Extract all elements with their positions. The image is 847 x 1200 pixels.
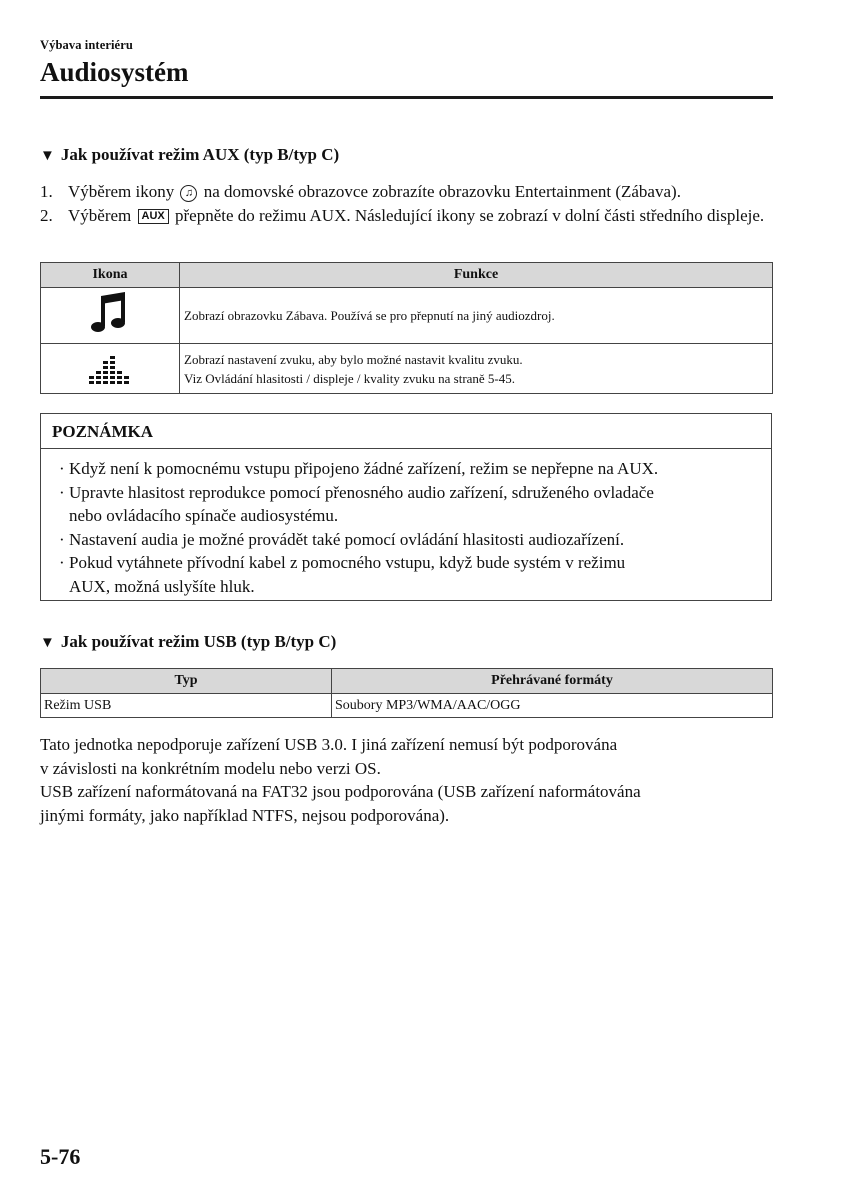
title-rule [40,96,773,99]
column-header: Ikona [41,263,180,288]
page-title: Audiosystém [40,57,189,87]
step-1: 1. Výběrem ikony ♫ na domovské obrazovce zobrazíte obrazovku Entertainment (Zábava). [40,182,681,201]
column-header: Typ [41,669,332,694]
bullet-dot-icon: · [59,553,65,572]
aux-steps [40,180,780,228]
table-row [41,694,773,718]
bullet-dot-icon: · [59,482,65,502]
page-header [40,38,773,88]
aux-icon-table [40,262,773,394]
column-header: Přehrávané formáty [332,669,773,694]
table-cell: Soubory MP3/WMA/AAC/OGG [332,694,773,718]
step-2: 2. Výběrem AUX přepněte do režimu AUX. Následující ikony se zobrazí v dolní části středního displeje. [40,206,765,225]
icon-cell [41,288,180,344]
note-title: POZNÁMKA [41,414,771,449]
function-cell: Zobrazí obrazovku Zábava. Používá se pro přepnutí na jiný audiozdroj. [180,288,773,344]
section-label: Výbava interiéru [40,38,133,52]
table-header-row [41,669,773,694]
function-cell: Zobrazí nastavení zvuku, aby bylo možné nastavit kvalitu zvuku. Viz Ovládání hlasitosti / displeje / kvality zvuku na straně 5-45. [180,344,773,394]
table-cell: Režim USB [41,694,332,718]
usb-format-table [40,668,773,718]
note-box [40,413,772,601]
page-number: 5-76 [40,1144,81,1169]
music-note-icon [88,292,132,336]
usb-paragraph: Tato jednotka nepodporuje zařízení USB 3.0. I jiná zařízení nemusí být podporována v závislosti na konkrétním modelu nebo verzi OS. USB zařízení naformátovaná na FAT32 jsou podporována (USB zařízení naformátována jinými formáty, jako například NTFS, nejsou podporována). [40,735,641,825]
table-row [41,344,773,394]
note-item: · Nastavení audia je možné provádět také pomocí ovládání hlasitosti audiozařízení. [59,528,771,552]
triangle-bullet-icon: ▼ [40,148,55,164]
table-header-row [41,263,773,288]
table-row [41,288,773,344]
bullet-dot-icon: · [59,459,65,478]
note-item: · Když není k pomocnému vstupu připojeno žádné zařízení, režim se nepřepne na AUX. [59,457,771,481]
note-item: · Upravte hlasitost reprodukce pomocí přenosného audio zařízení, sdruženého ovladače nebo ovládacího spínače audiosystému. [59,481,771,528]
equalizer-icon [85,349,135,385]
bullet-dot-icon: · [59,529,65,549]
triangle-bullet-icon: ▼ [40,635,55,651]
icon-cell [41,344,180,394]
usb-heading: ▼ Jak používat režim USB (typ B/typ C) [40,632,337,651]
note-list [41,449,771,598]
column-header: Funkce [180,263,773,288]
music-note-icon: ♫ [180,185,197,202]
note-item: · Pokud vytáhnete přívodní kabel z pomocného vstupu, když bude systém v režimu AUX, možná uslyšíte hluk. [59,551,771,598]
aux-button-icon: AUX [138,209,169,224]
aux-heading: ▼ Jak používat režim AUX (typ B/typ C) [40,145,340,164]
